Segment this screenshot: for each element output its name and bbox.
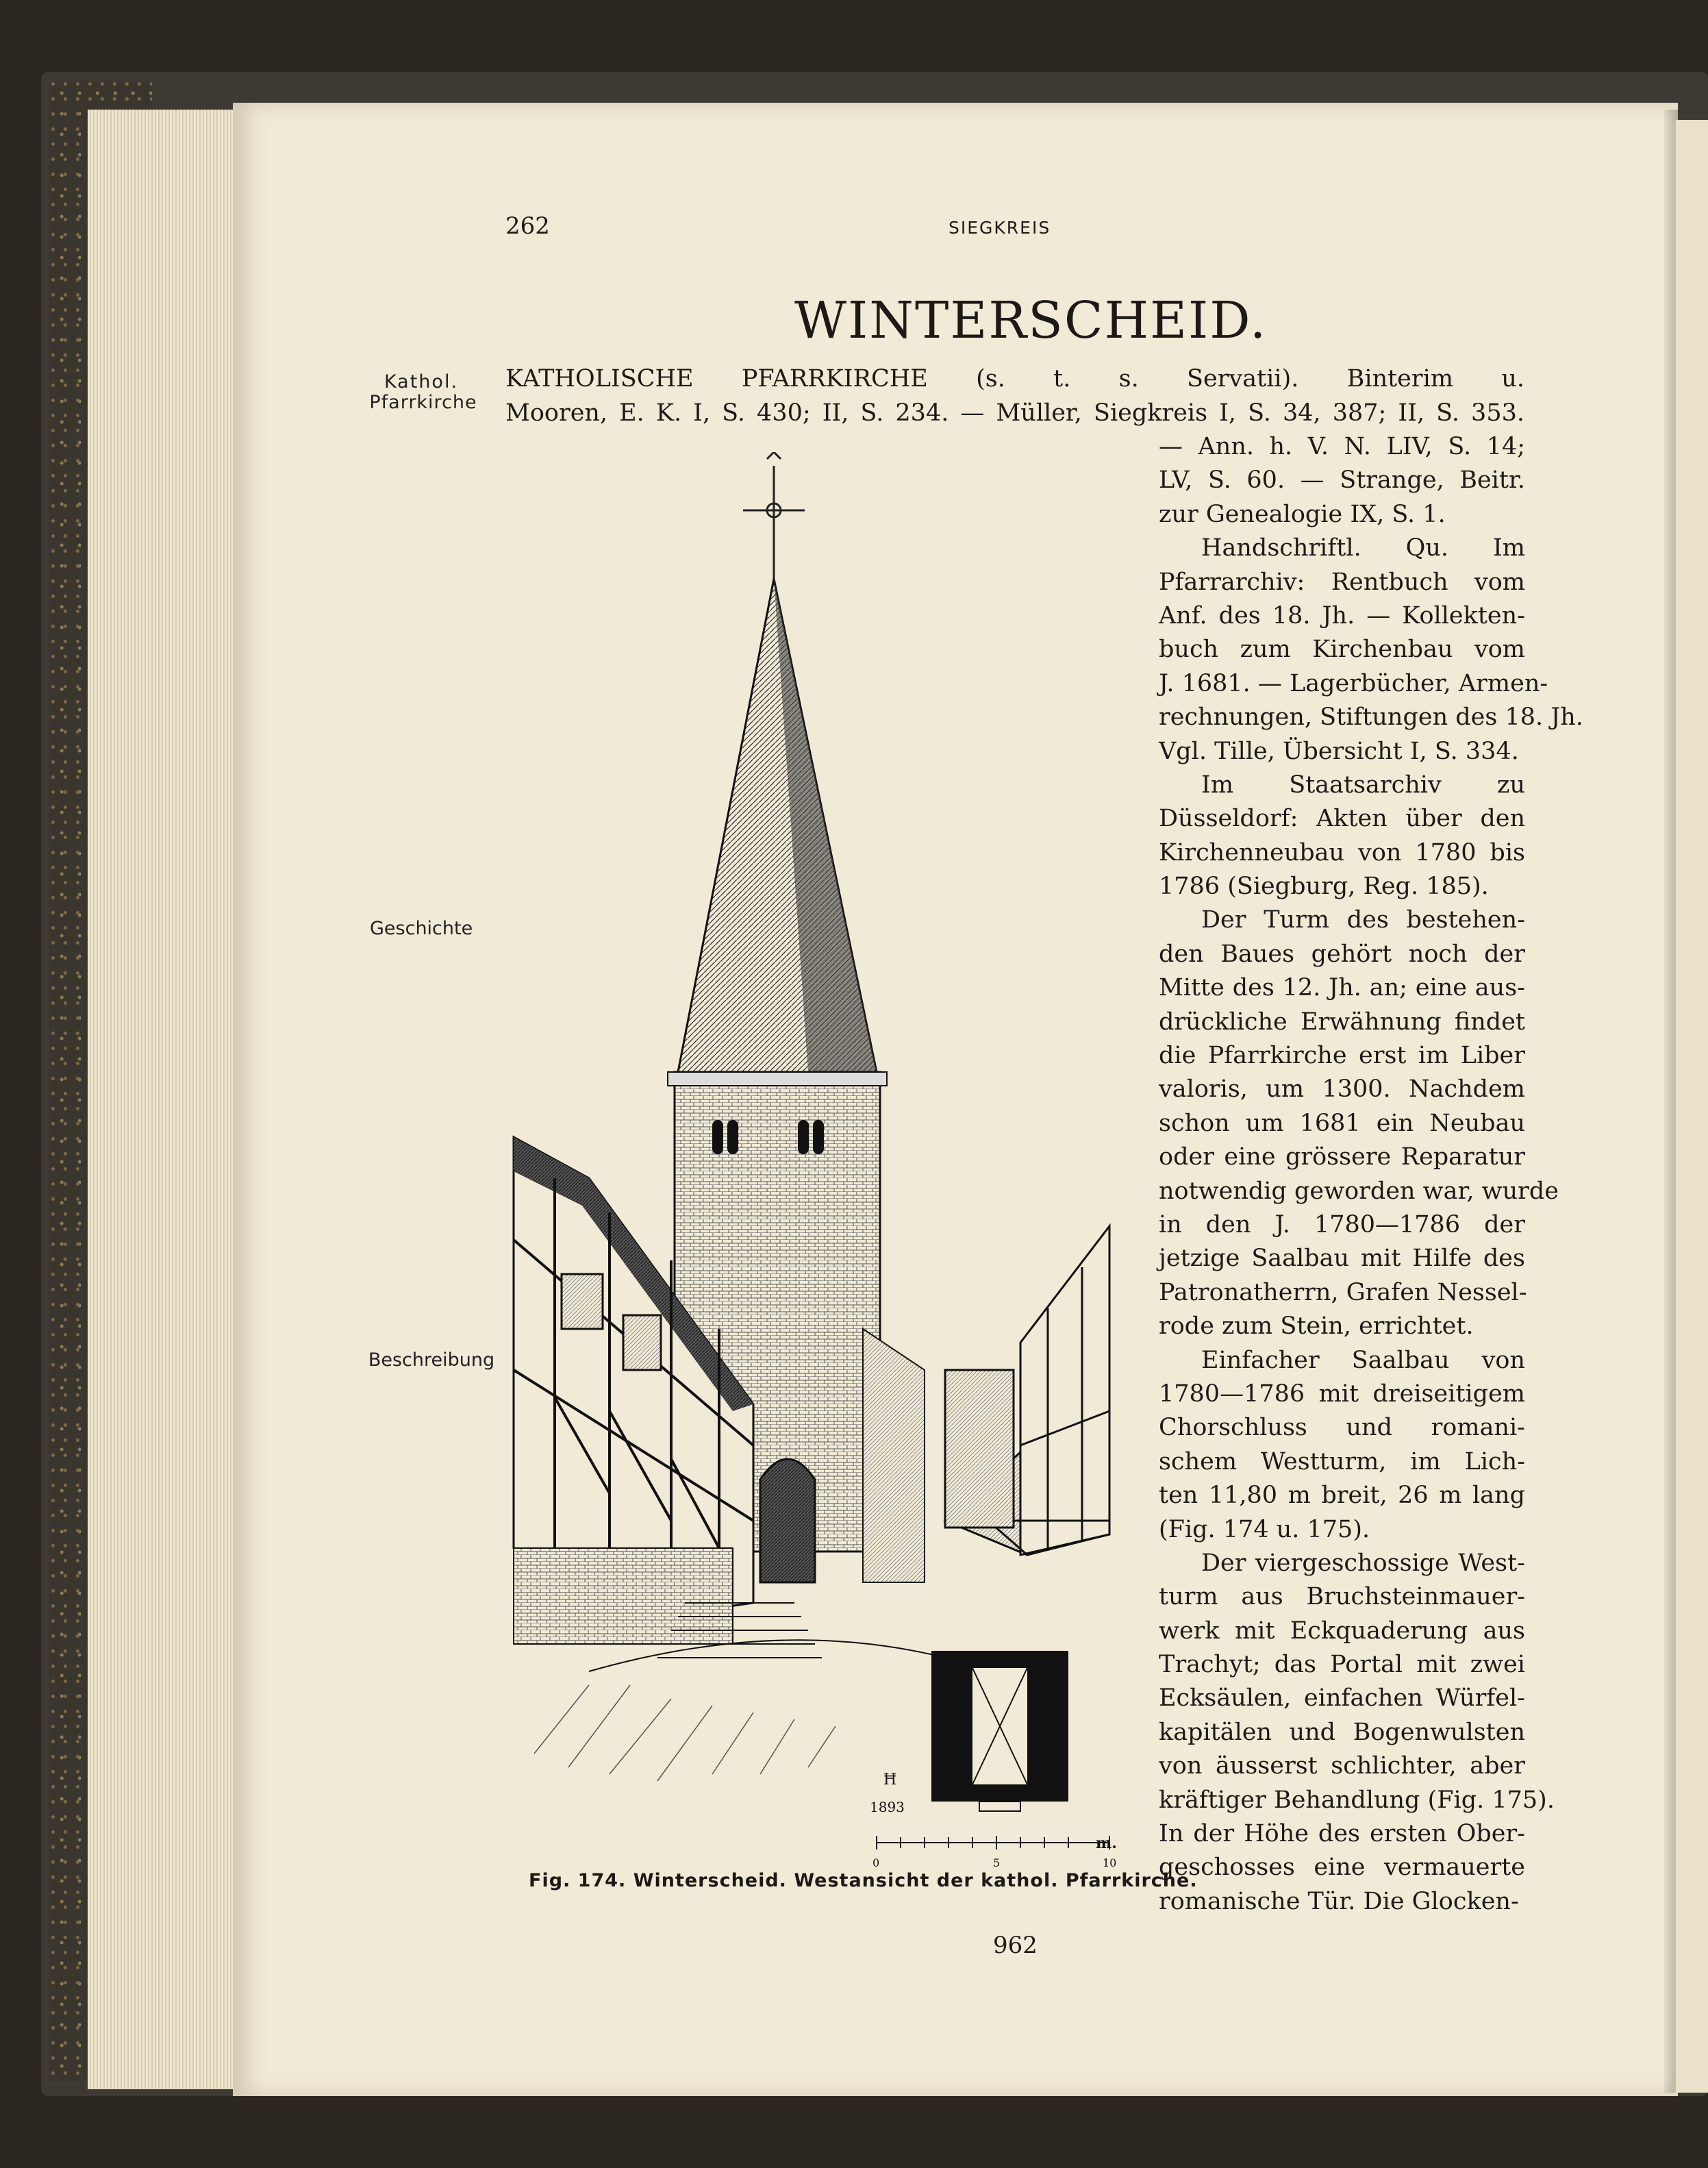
text-column (1159, 430, 1583, 1919)
scale-bar (877, 1836, 1109, 1849)
column-line: buch zum Kirchenbau vom (1159, 636, 1525, 664)
column-line: rechnungen, Stiftungen des 18. Jh. (1159, 703, 1583, 732)
column-line: Vgl. Tille, Übersicht I, S. 334. (1159, 737, 1519, 765)
floor-plan-inset (931, 1651, 1068, 1811)
column-line: werk mit Eckquaderung aus (1159, 1617, 1525, 1645)
running-head: SIEGKREIS (949, 218, 1051, 238)
scale-label-start: 0 (872, 1856, 880, 1869)
weathervane-cross (743, 452, 805, 582)
column-line: J. 1681. — Lagerbücher, Armen- (1159, 669, 1548, 697)
svg-text:Ħ: Ħ (883, 1771, 897, 1789)
column-line: kräftiger Behandlung (Fig. 175). (1159, 1786, 1555, 1814)
column-line: drückliche Erwähnung findet (1159, 1008, 1525, 1036)
portal (760, 1459, 815, 1582)
column-line: Einfacher Saalbau von (1201, 1346, 1525, 1374)
right-half-timbered-house (945, 1226, 1109, 1555)
column-line: — Ann. h. V. N. LIV, S. 14; (1159, 433, 1525, 460)
artist-signature (870, 1771, 905, 1815)
column-line: LV, S. 60. — Strange, Beitr. (1159, 466, 1525, 495)
column-line: Pfarrarchiv: Rentbuch vom (1159, 568, 1525, 596)
column-line: Im Staatsarchiv zu (1201, 771, 1525, 799)
page-stack-edges (88, 110, 238, 2089)
column-line: Patronatherrn, Grafen Nessel- (1159, 1278, 1527, 1306)
margin-note-beschreibung: Beschreibung (368, 1349, 495, 1371)
column-line: Düsseldorf: Akten über den (1159, 805, 1525, 833)
column-line: Chorschluss und romani- (1159, 1414, 1525, 1442)
margin-note-pfarrkirche: Pfarrkirche (369, 392, 477, 413)
figure-caption: Fig. 174. Winterscheid. Westansicht der kathol. Pfarrkirche. (529, 1870, 1198, 1891)
column-line: Trachyt; das Portal mit zwei (1159, 1651, 1525, 1679)
body-line-full-1: KATHOLISCHE PFARRKIRCHE (s. t. s. Servatii). Binterim u. (505, 365, 1524, 393)
church-illustration (507, 452, 1123, 1870)
column-line: Handschriftl. Qu. Im (1201, 534, 1525, 562)
column-line: 1780—1786 mit dreiseitigem (1159, 1380, 1525, 1408)
column-line: schon um 1681 ein Neubau (1159, 1109, 1525, 1137)
column-line: Der viergeschossige West- (1201, 1549, 1525, 1577)
margin-note-kathol: Kathol. (384, 371, 459, 393)
column-line: jetzige Saalbau mit Hilfe des (1159, 1245, 1525, 1273)
facing-page-edge (1674, 120, 1708, 2093)
column-line: rode zum Stein, errichtet. (1159, 1312, 1474, 1341)
page-title: WINTERSCHEID. (794, 291, 1268, 350)
column-line: den Baues gehört noch der (1159, 940, 1525, 968)
column-line: Anf. des 18. Jh. — Kollekten- (1159, 601, 1525, 630)
column-line: valoris, um 1300. Nachdem (1159, 1075, 1525, 1104)
column-line: notwendig geworden war, wurde (1159, 1177, 1559, 1205)
column-line: Ecksäulen, einfachen Würfel- (1159, 1684, 1525, 1712)
scale-label-mid: 5 (993, 1856, 1001, 1869)
column-line: geschosses eine vermauerte (1159, 1854, 1525, 1882)
column-line: romanische Tür. Die Glocken- (1159, 1887, 1519, 1915)
column-line: kapitälen und Bogenwulsten (1159, 1718, 1525, 1746)
signature-year: 1893 (870, 1799, 905, 1815)
scale-unit: m. (1096, 1834, 1117, 1852)
column-line: turm aus Bruchsteinmauer- (1159, 1583, 1525, 1611)
column-line: ten 11,80 m breit, 26 m lang (1159, 1482, 1525, 1510)
column-line: In der Höhe des ersten Ober- (1159, 1820, 1525, 1848)
column-line: zur Genealogie IX, S. 1. (1159, 500, 1446, 528)
column-line: von äusserst schlichter, aber (1159, 1752, 1525, 1780)
page-number: 262 (505, 212, 550, 240)
sheet-number: 962 (993, 1932, 1038, 1959)
column-line: in den J. 1780—1786 der (1159, 1210, 1525, 1238)
column-line: schem Westturm, im Lich- (1159, 1447, 1525, 1475)
column-line: Kirchenneubau von 1780 bis (1159, 838, 1525, 867)
scale-label-end: 10 (1103, 1856, 1117, 1869)
column-line: die Pfarrkirche erst im Liber (1159, 1042, 1525, 1070)
column-line: Der Turm des bestehen- (1201, 906, 1525, 934)
body-line-full-2: Mooren, E. K. I, S. 430; II, S. 234. — Müller, Siegkreis I, S. 34, 387; II, S. 353. (505, 399, 1524, 427)
column-line: (Fig. 174 u. 175). (1159, 1515, 1370, 1543)
column-line: 1786 (Siegburg, Reg. 185). (1159, 873, 1489, 901)
column-line: oder eine grössere Reparatur (1159, 1143, 1525, 1171)
margin-note-geschichte: Geschichte (370, 918, 473, 939)
column-line: Mitte des 12. Jh. an; eine aus- (1159, 974, 1525, 1002)
